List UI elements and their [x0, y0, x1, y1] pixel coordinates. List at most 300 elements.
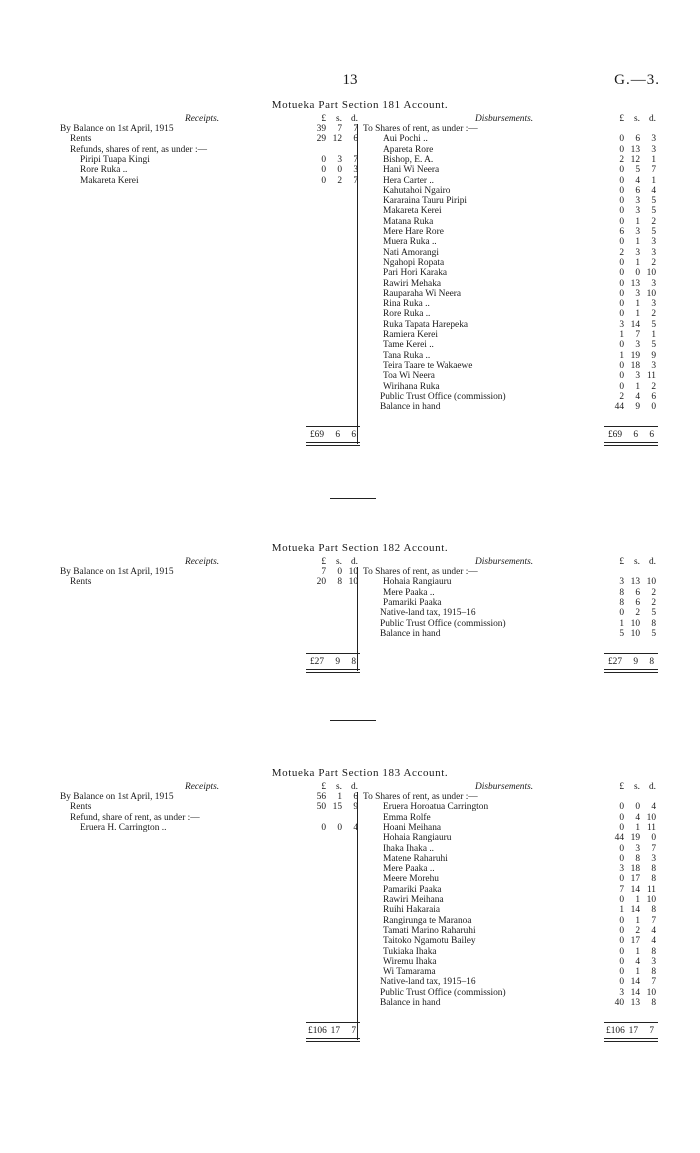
- disbursements-subtotal-rule: [604, 653, 658, 654]
- disbursements-total: [606, 430, 654, 440]
- disbursement-amount-l: 0: [619, 288, 624, 299]
- disbursement-amount-d: 10: [646, 268, 656, 279]
- disbursement-amount-d: 8: [651, 998, 656, 1008]
- disbursement-amount-l: 0: [619, 822, 624, 833]
- receipt-amount-s: 8: [337, 577, 342, 588]
- disbursement-amount-l: 0: [619, 925, 624, 936]
- disbursement-amount-s: 7: [635, 330, 640, 340]
- disbursement-amount: [608, 988, 656, 998]
- disbursement-amount-d: 3: [651, 134, 656, 145]
- receipt-amount-s: 1: [337, 792, 342, 802]
- account-title: Motueka Part Section 183 Account.: [271, 767, 449, 779]
- account-title: Motueka Part Section 181 Account.: [271, 99, 449, 111]
- disbursement-amount: [608, 217, 656, 227]
- disbursement-amount-s: 4: [635, 391, 640, 402]
- disbursement-label: Kararaina Tauru Piripi: [383, 196, 468, 207]
- disbursement-row: [60, 165, 660, 175]
- disbursement-label: Balance in hand: [380, 998, 441, 1008]
- disbursement-amount-d: 10: [646, 812, 656, 823]
- receipts-total-rule: [306, 442, 360, 446]
- disbursement-row: [60, 977, 660, 987]
- receipt-amount-d: 7: [353, 124, 358, 134]
- disbursement-amount-d: 9: [651, 350, 656, 361]
- disbursement-amount-d: 1: [651, 330, 656, 340]
- disbursement-label: Tamati Marino Raharuhi: [383, 925, 476, 936]
- disbursement-amount: [608, 926, 656, 936]
- disbursement-amount-s: 1: [635, 299, 640, 310]
- receipt-label: Eruera H. Carrington ..: [80, 822, 167, 833]
- disbursement-row: [60, 361, 660, 371]
- currency-unit: d.: [350, 782, 358, 792]
- disbursements-total-rule: [604, 669, 658, 673]
- disbursement-row: [60, 320, 660, 330]
- disbursement-amount-l: 2: [619, 247, 624, 258]
- receipt-label: Refunds, shares of rent, as under :—: [70, 144, 207, 155]
- disbursement-amount-s: 8: [635, 853, 640, 864]
- disbursement-amount-d: 4: [651, 925, 656, 936]
- disbursement-label: Ihaka Ihaka ..: [383, 843, 435, 854]
- disbursement-amount-d: 5: [651, 227, 656, 237]
- disbursement-amount-s: 14: [630, 905, 640, 916]
- disbursement-amount-l: 3: [619, 577, 624, 588]
- disbursement-label: Public Trust Office (commission): [380, 618, 506, 629]
- receipt-amount-l: 29: [316, 134, 326, 145]
- disbursement-row: [60, 237, 660, 247]
- disbursement-amount-d: 5: [651, 628, 656, 639]
- disbursement-row: [60, 947, 660, 957]
- disbursement-amount-d: 3: [651, 299, 656, 310]
- disbursement-row: [60, 833, 660, 843]
- disbursement-amount-s: 1: [635, 822, 640, 833]
- disbursement-amount-l: 2: [619, 391, 624, 402]
- disbursement-label: Mere Paaka ..: [383, 864, 435, 875]
- disbursement-row: [60, 217, 660, 227]
- disbursement-amount-s: 13: [630, 278, 640, 289]
- disbursement-amount-d: 3: [651, 278, 656, 289]
- disbursement-amount-s: 10: [630, 618, 640, 629]
- disbursement-label: Muera Ruka ..: [383, 237, 437, 248]
- disbursement-amount: [608, 998, 656, 1008]
- disbursement-amount-d: 5: [651, 319, 656, 330]
- disbursement-amount: [608, 802, 656, 812]
- disbursement-amount-d: 7: [651, 977, 656, 988]
- receipt-amount-d: 3: [353, 165, 358, 176]
- receipt-label: Rents: [70, 134, 92, 145]
- disbursement-amount-l: 0: [619, 915, 624, 926]
- disbursement-row: [60, 124, 660, 134]
- disbursement-row: [60, 885, 660, 895]
- disbursement-amount-l: 7: [619, 884, 624, 895]
- disbursement-amount-d: 8: [651, 946, 656, 957]
- disbursement-amount-s: 6: [635, 185, 640, 196]
- disbursements-total: [606, 1026, 654, 1036]
- disbursements-total-s: 17: [628, 1026, 638, 1037]
- disbursement-amount-s: 1: [635, 915, 640, 926]
- disbursement-amount: [608, 165, 656, 175]
- receipt-amount-s: 15: [332, 802, 342, 813]
- disbursement-row: [60, 854, 660, 864]
- disbursement-label: Matene Raharuhi: [383, 853, 448, 864]
- receipt-amount-s: 3: [337, 154, 342, 165]
- disbursement-label: Native-land tax, 1915–16: [380, 608, 476, 619]
- disbursement-amount-d: 8: [651, 905, 656, 916]
- disbursement-amount-l: 0: [619, 196, 624, 207]
- disbursement-amount-d: 0: [651, 402, 656, 413]
- disbursement-amount-s: 1: [635, 946, 640, 957]
- disbursement-amount-d: 3: [651, 360, 656, 371]
- disbursements-total-s: 6: [633, 430, 638, 441]
- disbursements-total-l: £69: [607, 430, 622, 441]
- disbursement-label: Ngahopi Ropata: [383, 257, 445, 268]
- disbursements-total-d: 6: [649, 430, 654, 441]
- disbursement-label: Rauparaha Wi Neera: [383, 288, 462, 299]
- disbursement-amount-s: 13: [630, 144, 640, 155]
- disbursement-amount-d: 5: [651, 608, 656, 619]
- receipt-amount-l: 0: [321, 165, 326, 176]
- disbursement-amount-d: 10: [646, 895, 656, 905]
- receipt-label: Rore Ruka ..: [80, 165, 128, 176]
- receipt-amount-d: 7: [353, 175, 358, 186]
- disbursement-amount: [608, 134, 656, 144]
- disbursements-total-d: 7: [649, 1026, 654, 1037]
- disbursement-amount-d: 0: [651, 833, 656, 844]
- disbursement-amount-d: 3: [651, 956, 656, 967]
- disbursement-amount-d: 7: [651, 843, 656, 854]
- disbursement-amount-s: 9: [635, 402, 640, 413]
- disbursement-amount-s: 4: [635, 175, 640, 186]
- disbursement-row: [60, 905, 660, 915]
- disbursement-amount-d: 5: [651, 206, 656, 217]
- disbursement-label: Matana Ruka: [383, 216, 434, 227]
- disbursement-label: Hohaia Rangiauru: [383, 577, 452, 588]
- disbursement-amount: [608, 577, 656, 587]
- disbursement-amount-s: 14: [630, 977, 640, 988]
- disbursement-amount-l: 3: [619, 319, 624, 330]
- receipts-total-s: 6: [335, 430, 340, 441]
- disbursement-row: [60, 299, 660, 309]
- receipt-label: By Balance on 1st April, 1915: [60, 567, 174, 577]
- disbursement-amount-s: 2: [635, 608, 640, 619]
- disbursement-amount-s: 1: [635, 216, 640, 227]
- disbursement-amount: [608, 854, 656, 864]
- disbursement-amount-l: 0: [619, 608, 624, 619]
- disbursement-amount-l: 0: [619, 936, 624, 947]
- disbursements-heading: Disbursements.: [475, 114, 534, 124]
- receipt-amount-l: 7: [321, 567, 326, 577]
- disbursement-amount-l: 44: [614, 833, 624, 844]
- currency-unit: s.: [634, 114, 640, 124]
- disbursement-row: [60, 588, 660, 598]
- disbursement-row: [60, 567, 660, 577]
- disbursement-label: Balance in hand: [380, 402, 441, 413]
- disbursement-amount: [608, 833, 656, 843]
- receipt-amount-l: 56: [316, 792, 326, 802]
- disbursement-label: To Shares of rent, as under :—: [363, 124, 478, 134]
- disbursement-amount: [608, 248, 656, 258]
- disbursement-amount-l: 1: [619, 905, 624, 916]
- disbursement-amount-d: 4: [651, 185, 656, 196]
- disbursement-row: [60, 402, 660, 412]
- disbursement-amount-l: 0: [619, 134, 624, 145]
- disbursement-label: Tana Ruka ..: [383, 350, 431, 361]
- disbursement-row: [60, 598, 660, 608]
- receipts-total-l: £106: [308, 1026, 327, 1037]
- disbursement-amount-d: 4: [651, 802, 656, 813]
- disbursements-currency-header: [608, 114, 656, 124]
- disbursement-amount-s: 10: [630, 628, 640, 639]
- disbursement-amount-s: 3: [635, 371, 640, 382]
- disbursement-amount-d: 10: [646, 987, 656, 998]
- disbursement-row: [60, 844, 660, 854]
- disbursement-label: Hoani Meihana: [383, 822, 442, 833]
- disbursement-label: Makareta Kerei: [383, 206, 442, 217]
- receipt-amount-d: 10: [348, 577, 358, 588]
- disbursement-label: Pamariki Paaka: [383, 597, 442, 608]
- receipts-heading: Receipts.: [185, 782, 220, 792]
- disbursement-amount-l: 0: [619, 967, 624, 978]
- disbursement-amount-l: 1: [619, 350, 624, 361]
- disbursement-label: Mere Hare Rore: [383, 227, 444, 237]
- disbursement-amount: [608, 330, 656, 340]
- disbursement-amount-s: 18: [630, 360, 640, 371]
- disbursement-amount: [608, 895, 656, 905]
- disbursement-amount-s: 3: [635, 288, 640, 299]
- receipt-label: Makareta Kerei: [80, 175, 139, 186]
- disbursement-amount-s: 6: [635, 587, 640, 598]
- disbursement-amount-s: 1: [635, 895, 640, 905]
- disbursements-heading: Disbursements.: [475, 782, 534, 792]
- receipt-label: Rents: [70, 802, 92, 813]
- disbursement-amount-l: 0: [619, 956, 624, 967]
- disbursement-row: [60, 619, 660, 629]
- disbursement-row: [60, 916, 660, 926]
- disbursement-amount-s: 18: [630, 864, 640, 875]
- receipt-amount-l: 20: [316, 577, 326, 588]
- disbursement-label: Rina Ruka ..: [383, 299, 430, 310]
- disbursement-label: Pamariki Paaka: [383, 884, 442, 895]
- disbursement-amount-l: 0: [619, 340, 624, 351]
- disbursement-amount: [608, 608, 656, 618]
- disbursements-total-d: 8: [649, 657, 654, 668]
- currency-unit: d.: [648, 782, 656, 792]
- disbursement-amount: [608, 320, 656, 330]
- disbursement-row: [60, 289, 660, 299]
- receipt-amount-d: 6: [353, 134, 358, 145]
- disbursement-row: [60, 792, 660, 802]
- disbursement-label: Hohaia Rangiauru: [383, 833, 452, 844]
- disbursement-label: Pari Hori Karaka: [383, 268, 448, 279]
- disbursement-amount-s: 4: [635, 812, 640, 823]
- disbursement-row: [60, 258, 660, 268]
- disbursement-row: [60, 268, 660, 278]
- disbursement-label: Hani Wi Neera: [383, 165, 440, 176]
- receipt-amount-s: 0: [337, 822, 342, 833]
- disbursement-amount: [608, 351, 656, 361]
- disbursement-row: [60, 134, 660, 144]
- receipts-subtotal-rule: [306, 1022, 360, 1023]
- disbursement-label: Kahutahoi Ngairo: [383, 185, 451, 196]
- disbursement-label: To Shares of rent, as under :—: [363, 567, 478, 577]
- section-separator: [330, 720, 376, 721]
- disbursements-subtotal-rule: [604, 426, 658, 427]
- receipts-total-d: 7: [351, 1026, 356, 1037]
- receipt-label: Piripi Tuapa Kingi: [80, 154, 150, 165]
- receipt-amount-d: 6: [353, 792, 358, 802]
- disbursement-amount-l: 0: [619, 371, 624, 382]
- currency-unit: £: [619, 557, 624, 567]
- disbursement-amount-l: 0: [619, 309, 624, 320]
- disbursement-amount: [608, 874, 656, 884]
- disbursement-label: Bishop, E. A.: [383, 154, 434, 165]
- disbursement-amount: [608, 598, 656, 608]
- disbursement-amount-s: 3: [635, 340, 640, 351]
- disbursement-amount: [608, 864, 656, 874]
- disbursement-label: Hera Carter ..: [383, 175, 435, 186]
- disbursement-label: Apareta Rore: [383, 144, 434, 155]
- currency-unit: s.: [336, 114, 342, 124]
- disbursement-amount: [608, 885, 656, 895]
- receipts-total-l: £27: [309, 657, 324, 668]
- currency-unit: £: [321, 114, 326, 124]
- disbursement-amount-d: 2: [651, 309, 656, 320]
- receipt-label: Rents: [70, 577, 92, 588]
- disbursement-row: [60, 371, 660, 381]
- currency-unit: d.: [350, 114, 358, 124]
- disbursement-amount: [608, 629, 656, 639]
- disbursement-amount-s: 19: [630, 833, 640, 844]
- disbursement-row: [60, 392, 660, 402]
- receipts-heading: Receipts.: [185, 114, 220, 124]
- disbursement-label: Balance in hand: [380, 628, 441, 639]
- receipt-label: Refund, share of rent, as under :—: [70, 812, 200, 823]
- disbursement-label: Mere Paaka ..: [383, 587, 435, 598]
- receipts-subtotal-rule: [306, 426, 360, 427]
- receipts-currency-header: [310, 782, 358, 792]
- disbursement-amount-l: 0: [619, 843, 624, 854]
- disbursement-label: Tame Kerei ..: [383, 340, 434, 351]
- disbursement-label: Teira Taare te Wakaewe: [383, 360, 473, 371]
- disbursements-total-l: £27: [607, 657, 622, 668]
- disbursement-amount: [608, 361, 656, 371]
- disbursement-row: [60, 926, 660, 936]
- disbursement-amount-s: 1: [635, 257, 640, 268]
- disbursement-amount-s: 3: [635, 227, 640, 237]
- receipt-amount-l: 0: [321, 822, 326, 833]
- disbursement-amount-d: 2: [651, 216, 656, 227]
- disbursement-amount-d: 2: [651, 597, 656, 608]
- document-reference: G.—3.: [614, 72, 660, 88]
- disbursement-amount-d: 1: [651, 175, 656, 186]
- disbursement-row: [60, 813, 660, 823]
- disbursement-row: [60, 351, 660, 361]
- disbursement-amount-s: 14: [630, 884, 640, 895]
- disbursement-amount-d: 3: [651, 144, 656, 155]
- disbursement-row: [60, 206, 660, 216]
- disbursement-amount: [608, 947, 656, 957]
- disbursement-amount-s: 3: [635, 206, 640, 217]
- disbursement-amount-l: 5: [619, 628, 624, 639]
- disbursement-amount-l: 6: [619, 227, 624, 237]
- disbursement-amount-d: 1: [651, 154, 656, 165]
- disbursement-amount-s: 1: [635, 237, 640, 248]
- disbursement-amount-l: 0: [619, 144, 624, 155]
- disbursement-label: Ruihi Hakaraia: [383, 905, 441, 916]
- receipts-total: [308, 657, 356, 667]
- disbursements-total-rule: [604, 442, 658, 446]
- disbursement-amount-l: 0: [619, 812, 624, 823]
- disbursement-amount: [608, 844, 656, 854]
- disbursement-amount-s: 3: [635, 843, 640, 854]
- disbursement-row: [60, 874, 660, 884]
- disbursement-amount-l: 3: [619, 987, 624, 998]
- disbursement-amount-s: 3: [635, 247, 640, 258]
- disbursement-amount-s: 2: [635, 925, 640, 936]
- disbursement-row: [60, 382, 660, 392]
- disbursement-label: Wi Tamarama: [383, 967, 436, 978]
- disbursement-amount: [608, 289, 656, 299]
- disbursement-amount-d: 6: [651, 391, 656, 402]
- disbursements-total: [606, 657, 654, 667]
- disbursement-row: [60, 802, 660, 812]
- disbursement-row: [60, 196, 660, 206]
- disbursement-amount: [608, 196, 656, 206]
- disbursements-total-l: £106: [606, 1026, 625, 1037]
- disbursement-amount-l: 8: [619, 597, 624, 608]
- receipts-currency-header: [310, 114, 358, 124]
- receipt-amount-s: 0: [337, 165, 342, 176]
- disbursement-amount: [608, 392, 656, 402]
- disbursement-amount-l: 0: [619, 802, 624, 813]
- disbursement-amount-l: 1: [619, 618, 624, 629]
- receipts-total-d: 8: [351, 657, 356, 668]
- disbursement-amount-l: 0: [619, 185, 624, 196]
- disbursement-amount-l: 0: [619, 853, 624, 864]
- disbursement-amount-l: 1: [619, 330, 624, 340]
- disbursement-amount-d: 8: [651, 864, 656, 875]
- disbursement-amount-d: 3: [651, 247, 656, 258]
- disbursement-amount: [608, 967, 656, 977]
- account-title: Motueka Part Section 182 Account.: [271, 542, 449, 554]
- disbursements-total-s: 9: [633, 657, 638, 668]
- disbursement-label: Public Trust Office (commission): [380, 391, 506, 402]
- disbursement-label: Rawiri Mehaka: [383, 278, 442, 289]
- disbursement-amount: [608, 268, 656, 278]
- receipt-amount-l: 0: [321, 154, 326, 165]
- receipt-amount-d: 9: [353, 802, 358, 813]
- receipts-total-rule: [306, 669, 360, 673]
- disbursement-amount: [608, 309, 656, 319]
- disbursement-row: [60, 864, 660, 874]
- disbursement-amount-d: 11: [646, 884, 656, 895]
- disbursement-label: Aui Pochi ..: [383, 134, 428, 145]
- disbursement-amount-d: 2: [651, 381, 656, 392]
- disbursement-row: [60, 895, 660, 905]
- disbursement-amount-l: 2: [619, 154, 624, 165]
- disbursement-amount-d: 7: [651, 915, 656, 926]
- receipt-label: By Balance on 1st April, 1915: [60, 792, 174, 802]
- disbursement-amount-l: 0: [619, 381, 624, 392]
- receipt-label: By Balance on 1st April, 1915: [60, 124, 174, 134]
- disbursement-amount-l: 0: [619, 299, 624, 310]
- receipts-total-l: £69: [309, 430, 324, 441]
- disbursement-amount-d: 5: [651, 196, 656, 207]
- disbursement-amount: [608, 905, 656, 915]
- disbursement-row: [60, 227, 660, 237]
- disbursement-amount-d: 4: [651, 936, 656, 947]
- disbursement-row: [60, 577, 660, 587]
- disbursement-amount-d: 10: [646, 577, 656, 588]
- disbursement-amount-l: 0: [619, 175, 624, 186]
